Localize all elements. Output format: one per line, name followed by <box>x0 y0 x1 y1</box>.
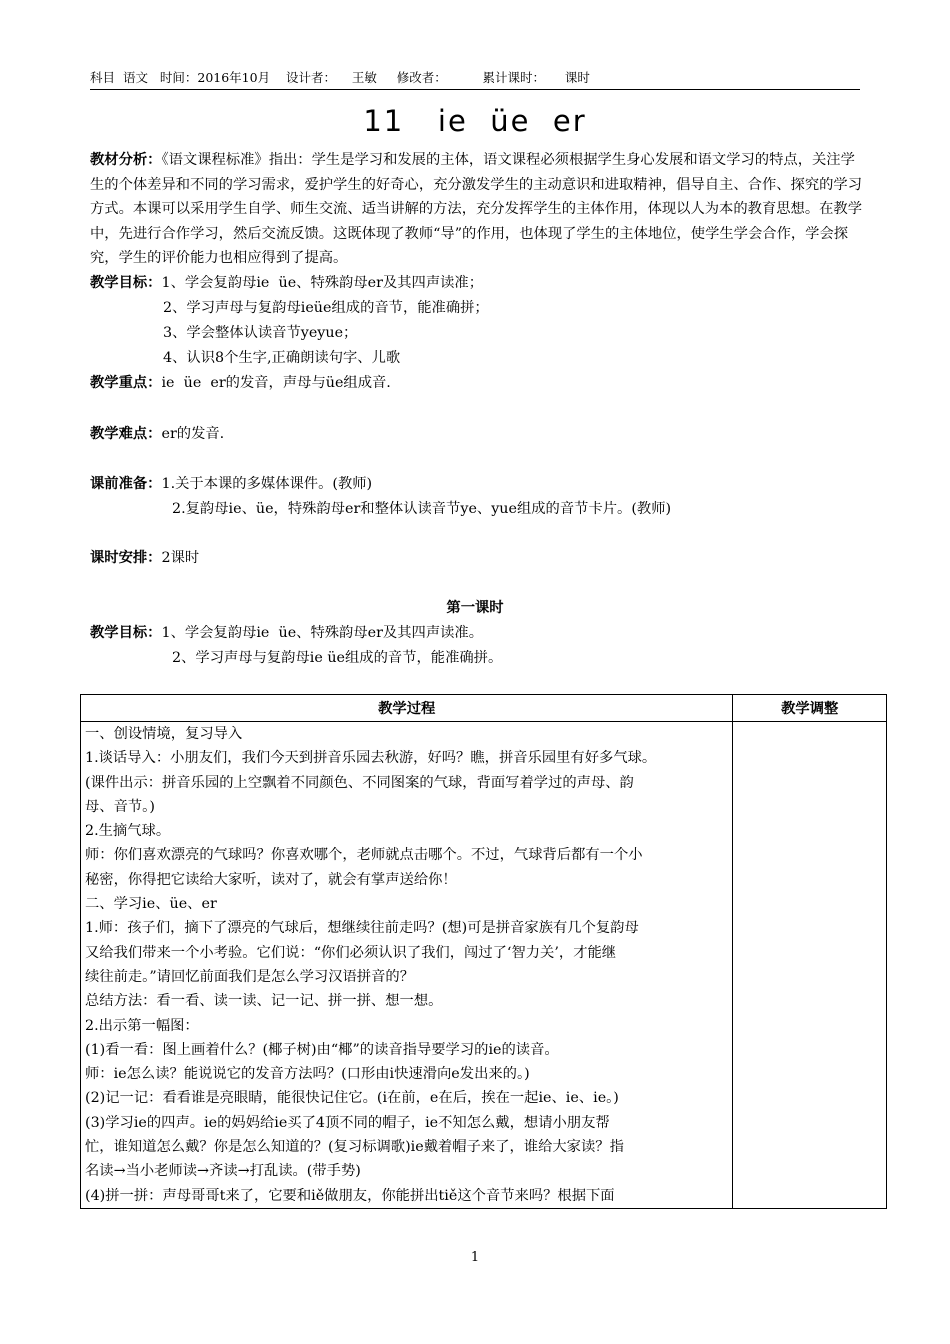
difficulties-text: er的发音. <box>161 426 225 442</box>
process-line: 又给我们带来一个小考验。它们说：“你们必须认识了我们，闯过了‘智力关’，才能继 <box>85 944 617 961</box>
process-line: 忙，谁知道怎么戴？你是怎么知道的？(复习标调歌)ie戴着帽子来了，谁给大家读？指 <box>85 1139 624 1156</box>
teaching-goals-label: 教学目标： <box>90 275 162 291</box>
page-number: 1 <box>470 1250 480 1265</box>
process-line: 师：ie怎么读？能说说它的发音方法吗？(口形由i快速滑向e发出来的。) <box>85 1066 530 1083</box>
session-goals-label: 教学目标： <box>90 625 162 641</box>
process-line: (3)学习ie的四声。ie的妈妈给ie买了4顶不同的帽子，ie不知怎么戴，想请小朋友帮 <box>85 1114 610 1131</box>
goal-item: 4、认识8个生字,正确朗读句字、儿歌 <box>163 350 401 366</box>
process-line: 2.生摘气球。 <box>85 823 171 840</box>
material-analysis-label: 教材分析： <box>90 152 162 168</box>
key-points-text: ie üe er的发音，声母与üe组成音. <box>161 375 391 391</box>
schedule-label: 课时安排： <box>90 550 162 566</box>
goal-item: 1、学会复韵母ie üe、特殊韵母er及其四声读准； <box>161 275 484 291</box>
session-goal-item: 2、学习声母与复韵母ie üe组成的音节，能准确拼。 <box>172 650 503 666</box>
process-line: (4)拼一拼：声母哥哥t来了，它要和iě做朋友，你能拼出tiě这个音节来吗？根据下面 <box>85 1187 615 1204</box>
material-analysis <box>90 148 865 271</box>
process-line: 秘密，你得把它读给大家听，读对了，就会有掌声送给你！ <box>85 871 457 888</box>
adjust-cell <box>733 722 887 1209</box>
session-title: 第一课时 <box>446 600 504 616</box>
difficulties-label: 教学难点： <box>90 426 162 442</box>
process-column-header: 教学过程 <box>81 695 733 722</box>
process-line: (1)看一看：图上画着什么？(椰子树)由“椰”的读音指导要学习的ie的读音。 <box>85 1041 559 1058</box>
schedule <box>90 546 199 570</box>
preparation-label: 课前准备： <box>90 476 162 492</box>
process-line: 一、创设情境，复习导入 <box>85 726 243 742</box>
process-line: 母、音节。) <box>85 798 155 815</box>
difficulties <box>90 422 224 446</box>
process-line: 总结方法：看一看、读一读、记一记、拼一拼、想一想。 <box>85 993 443 1010</box>
process-cell <box>81 722 733 1209</box>
preparation-item: 2.复韵母ie、üe，特殊韵母er和整体认读音节ye、yue组成的音节卡片。(教师) <box>172 501 672 517</box>
material-analysis-text: 《语文课程标准》指出：学生是学习和发展的主体，语文课程必须根据学生身心发展和语文学习的特点，关注学生的个体差异和不同的学习需求，爱护学生的好奇心，充分激发学生的主动意识和进取精神，倡导自主、合作、探究的学习方式。本课可以采用学生自学、师生交流、适当讲解的方法，充分发挥学生的主体作用，体现以人为本的教育思想。在教学中，先进行合作学习，然后交流反馈。这既体现了教师“导”的作用，也体现了学生的主体地位，使学生学会合作，学会探究，学生的评价能力也相应得到了提高。 <box>90 152 863 266</box>
key-points <box>90 371 391 395</box>
schedule-text: 2课时 <box>161 550 200 566</box>
process-line: (课件出示：拼音乐园的上空飘着不同颜色、不同图案的气球，背面写着学过的声母、韵 <box>85 774 634 791</box>
process-line: 1.谈话导入：小朋友们，我们今天到拼音乐园去秋游，好吗？瞧，拼音乐园里有好多气球。 <box>85 750 657 767</box>
teaching-goals <box>90 271 483 295</box>
goal-item: 2、学习声母与复韵母ieüe组成的音节，能准确拼； <box>163 300 489 316</box>
process-line: 二、学习ie、üe、er <box>85 896 217 913</box>
process-line: (2)记一记：看看谁是亮眼睛，能很快记住它。(i在前，e在后，挨在一起ie、ie、ie。) <box>85 1090 619 1107</box>
goal-item: 3、学会整体认读音节yeyue； <box>163 325 358 341</box>
process-line: 1.师：孩子们，摘下了漂亮的气球后，想继续往前走吗？(想)可是拼音家族有几个复韵母 <box>85 920 639 937</box>
table-row <box>81 722 887 1209</box>
process-line: 续往前走。”请回忆前面我们是怎么学习汉语拼音的？ <box>85 968 414 985</box>
page-header: 科目 语文 时间：2016年10月 设计者： 王敏 修改者： 累计课时： 课时 <box>90 68 860 90</box>
session-goals <box>90 621 483 645</box>
process-line: 2.出示第一幅图： <box>85 1017 199 1034</box>
process-table <box>80 694 887 1209</box>
key-points-label: 教学重点： <box>90 375 162 391</box>
table-header-row <box>81 695 887 722</box>
preparation-item: 1.关于本课的多媒体课件。(教师) <box>161 476 373 492</box>
session-goal-item: 1、学会复韵母ie üe、特殊韵母er及其四声读准。 <box>161 625 484 641</box>
preparation <box>90 472 372 496</box>
lesson-title: 11 ie üe er <box>363 104 587 138</box>
process-line: 名读→当小老师读→齐读→打乱读。(带手势) <box>85 1163 361 1180</box>
adjust-column-header: 教学调整 <box>733 695 887 722</box>
process-line: 师：你们喜欢漂亮的气球吗？你喜欢哪个，老师就点击哪个。不过，气球背后都有一个小 <box>85 847 643 864</box>
